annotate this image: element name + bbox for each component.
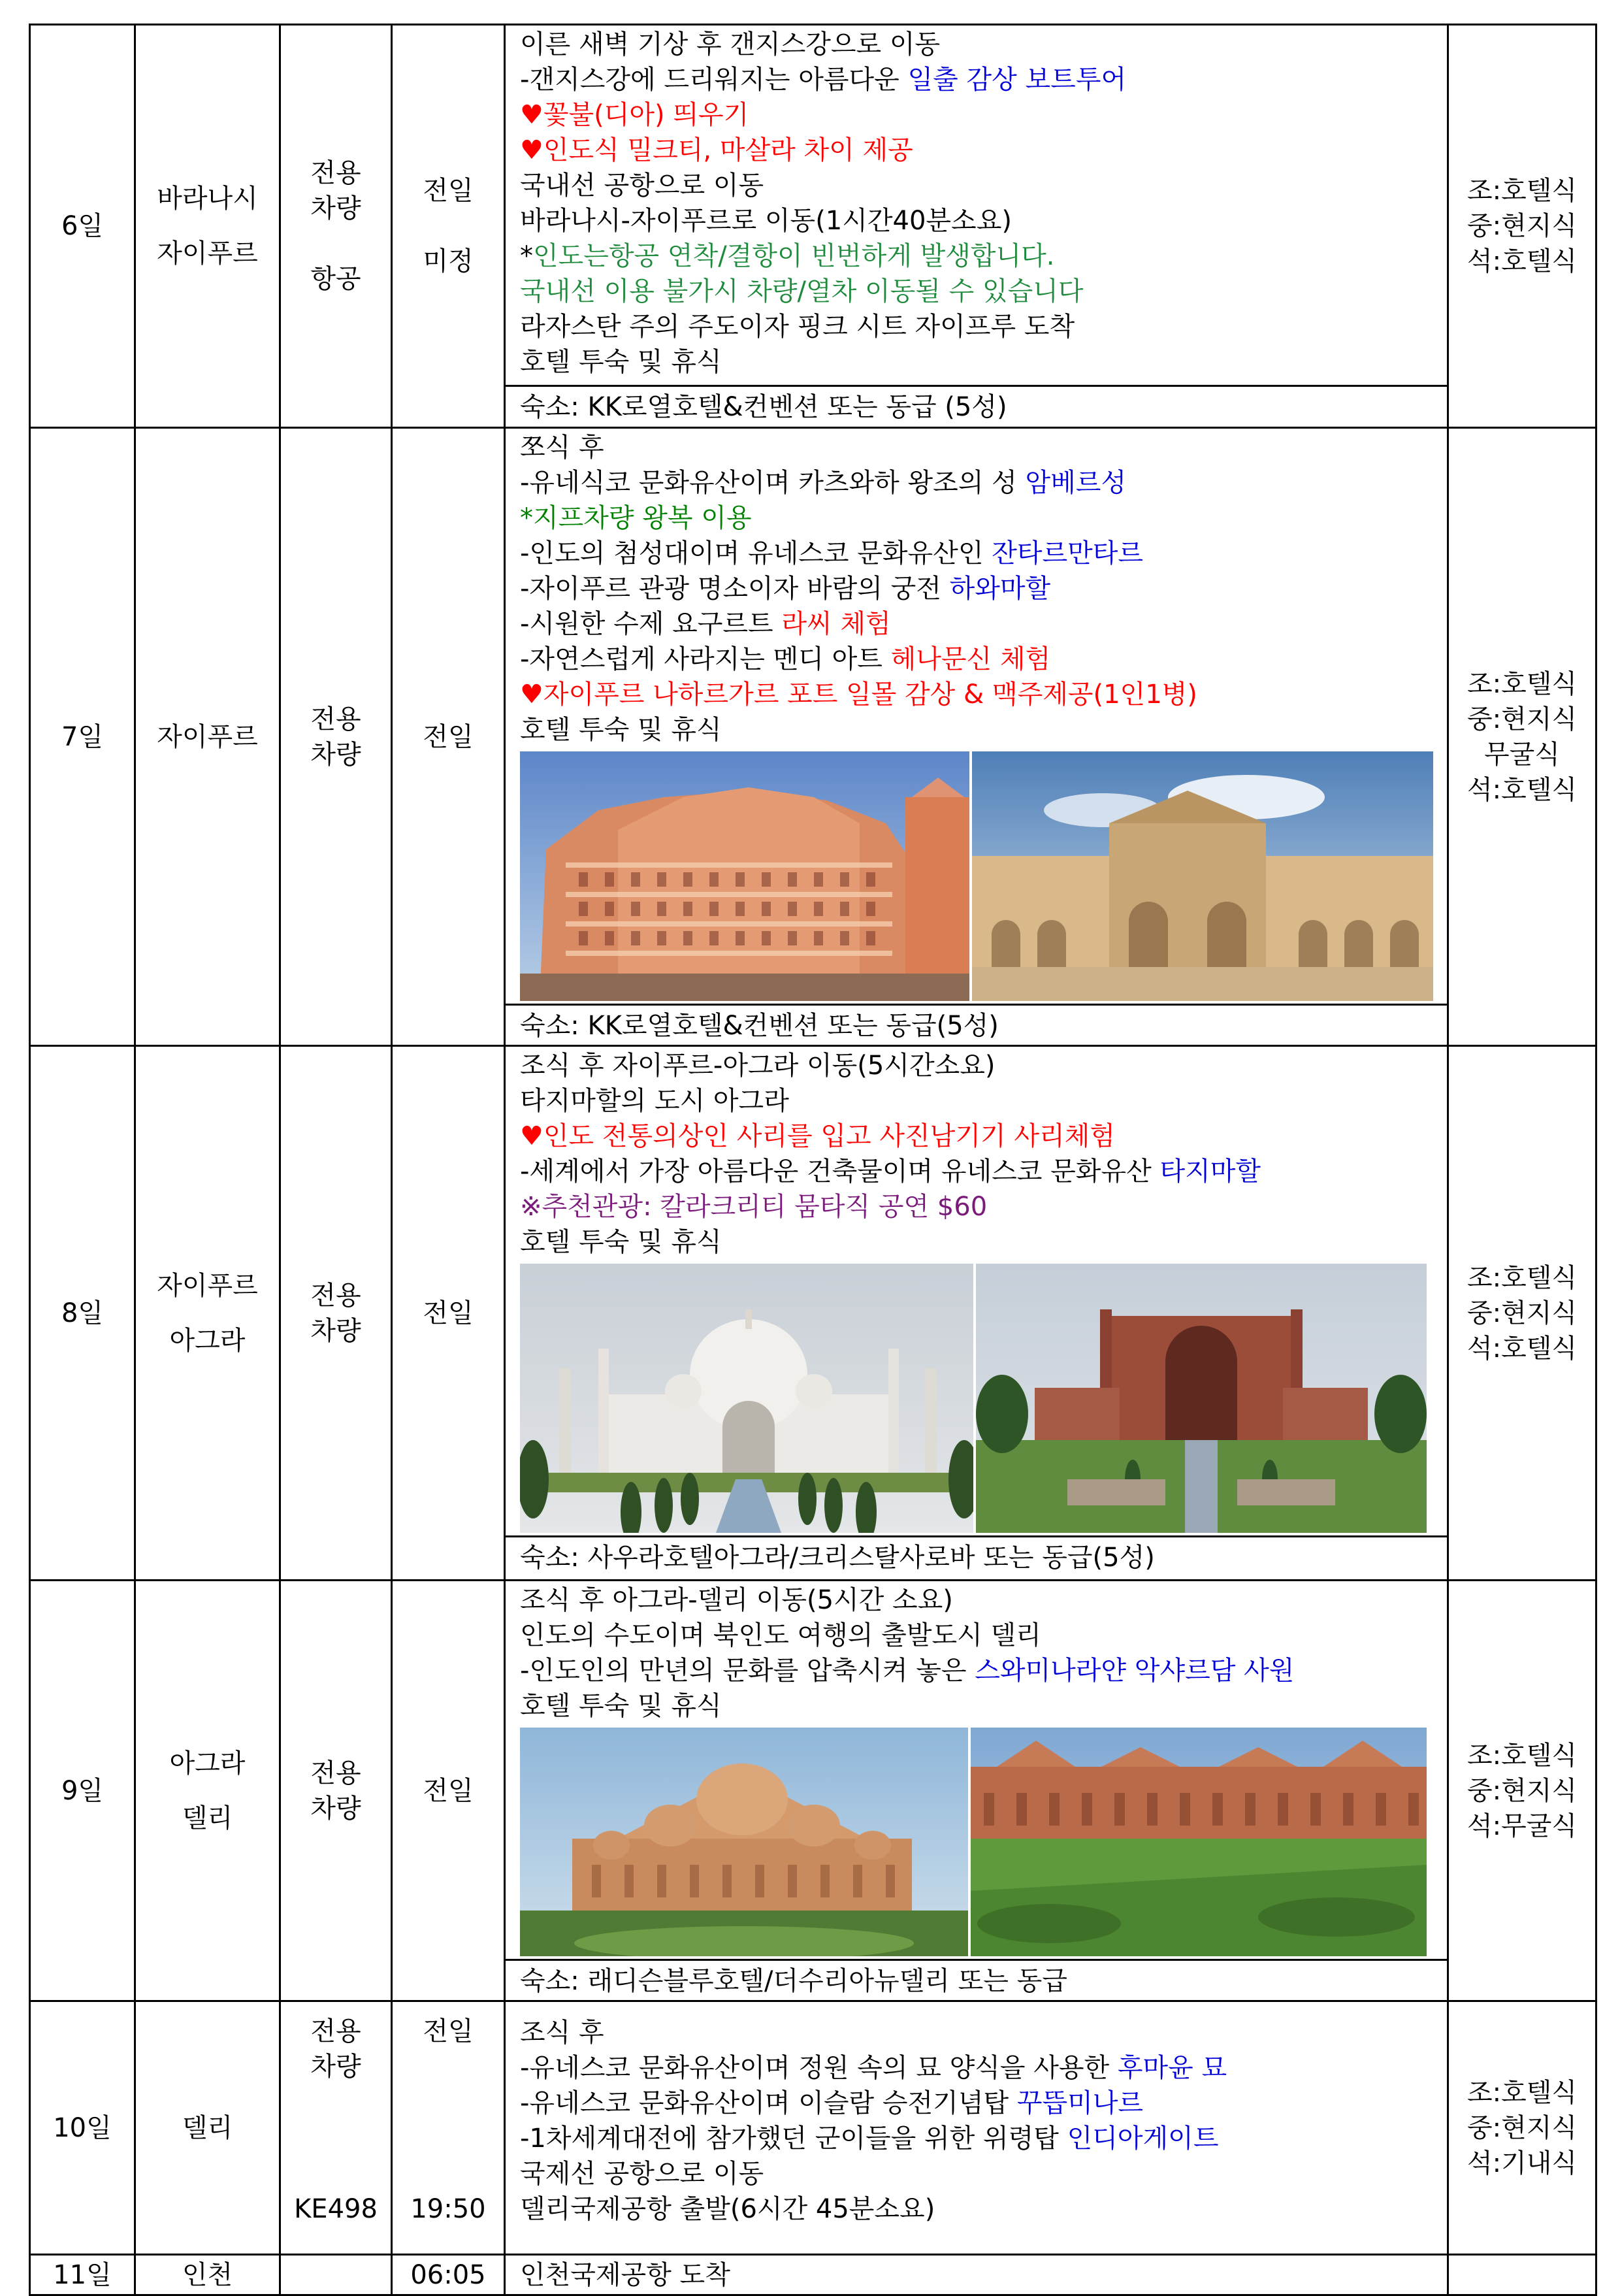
meals-cell <box>1448 2255 1596 2295</box>
schedule-line <box>520 97 1431 133</box>
schedule-line <box>520 27 1431 62</box>
highlight-text: ※추천관광: 칼라크리티 뭄타직 공연 $60 <box>520 1192 988 1222</box>
meals-cell: 조:호텔식 중:현지식 석:호텔식 <box>1448 1046 1596 1581</box>
schedule-line <box>520 1154 1431 1189</box>
schedule-text: 호텔 투숙 및 휴식 <box>520 347 722 377</box>
highlight-text: 하와마할 <box>949 574 1051 604</box>
schedule-text: 국제선 공항으로 이동 <box>520 2159 764 2189</box>
schedule-text: -유네스코 문화유산이며 이슬람 승전기념탑 <box>520 2088 1017 2118</box>
lodging-text: 숙소: KK로열호텔&컨벤션 또는 동급 (5성) <box>506 385 1447 426</box>
schedule-text: 쪼식 후 <box>520 433 604 463</box>
highlight-text: 일출 감상 보트투어 <box>907 65 1127 95</box>
day-row <box>30 25 1596 428</box>
transport-cell: 전용 차량 <box>280 1046 392 1581</box>
schedule-line <box>520 133 1431 168</box>
schedule-line <box>520 571 1431 606</box>
schedule-line <box>520 344 1431 380</box>
schedule-text: 조식 후 아그라-델리 이동(5시간 소요) <box>520 1585 953 1615</box>
schedule-line <box>520 465 1431 500</box>
schedule-text: -유네식코 문화유산이며 카츠와하 왕조의 성 <box>520 468 1026 498</box>
description-cell <box>505 1581 1448 2001</box>
city-cell: 인천 <box>135 2255 280 2295</box>
highlight-text: ♥인도식 밀크티, 마살라 차이 제공 <box>520 135 913 165</box>
schedule-text: 조식 후 <box>520 2018 604 2048</box>
schedule-line <box>520 1688 1431 1724</box>
day-cell: 8일 <box>30 1046 135 1581</box>
schedule-text: 라자스탄 주의 주도이자 핑크 시트 자이프루 도착 <box>520 312 1075 342</box>
schedule-text: 이른 새벽 기상 후 갠지스강으로 이동 <box>520 29 941 59</box>
highlight-text: 후마윤 묘 <box>1117 2053 1227 2083</box>
time-cell: 06:05 <box>392 2255 505 2295</box>
highlight-text: 타지마할 <box>1159 1156 1261 1187</box>
schedule-line <box>520 62 1431 97</box>
schedule-line <box>520 536 1431 571</box>
schedule-line <box>520 606 1431 642</box>
schedule-line <box>520 642 1431 677</box>
schedule-lines <box>506 429 1447 747</box>
highlight-text: 헤나문신 체험 <box>890 644 1051 674</box>
city-cell: 자이푸르 아그라 <box>135 1046 280 1581</box>
schedule-text: -자이푸르 관광 명소이자 바람의 궁전 <box>520 574 950 604</box>
schedule-text: 호텔 투숙 및 휴식 <box>520 1691 722 1721</box>
time-cell: 전일 <box>392 1581 505 2001</box>
schedule-line <box>520 677 1431 712</box>
schedule-lines <box>506 1047 1447 1260</box>
photo-strip <box>506 751 1447 1001</box>
meals-cell: 조:호텔식 중:현지식 석:호텔식 <box>1448 25 1596 428</box>
day-cell: 10일 <box>30 2001 135 2255</box>
schedule-line <box>520 430 1431 465</box>
photo-strip <box>506 1728 1447 1956</box>
schedule-line <box>520 1119 1431 1154</box>
schedule-line <box>520 1653 1431 1688</box>
schedule-text: -인도의 첨성대이며 유네스코 문화유산인 <box>520 538 992 568</box>
schedule-line <box>520 1048 1431 1083</box>
schedule-text: 호텔 투숙 및 휴식 <box>520 1227 722 1257</box>
lodging-text: 숙소: 래디슨블루호텔/더수리아뉴델리 또는 동급 <box>506 1959 1447 2000</box>
description-cell <box>505 428 1448 1046</box>
schedule-lines <box>506 25 1447 385</box>
highlight-text: 잔타르만타르 <box>992 538 1144 568</box>
highlight-text: 국내선 이용 불가시 차량/열차 이동될 수 있습니다 <box>520 276 1084 306</box>
itinerary-table <box>29 24 1597 2296</box>
akshardham-photo <box>520 1728 968 1956</box>
transport-cell: 전용 차량 <box>280 1581 392 2001</box>
highlight-text: 인디아게이트 <box>1067 2124 1219 2154</box>
city-cell: 바라나시 자이푸르 <box>135 25 280 428</box>
schedule-text: -자연스럽게 사라지는 멘디 아트 <box>520 644 891 674</box>
schedule-lines <box>506 2002 1447 2232</box>
highlight-text: 라씨 체험 <box>781 609 891 639</box>
day-row <box>30 2255 1596 2295</box>
taj-mahal-photo <box>520 1264 973 1533</box>
transport-cell: 전용 차량 <box>280 428 392 1046</box>
city-cell: 아그라 델리 <box>135 1581 280 2001</box>
schedule-text: 타지마할의 도시 아그라 <box>520 1086 789 1116</box>
schedule-text: 조식 후 자이푸르-아그라 이동(5시간소요) <box>520 1051 996 1081</box>
schedule-text: 델리국제공항 출발(6시간 45분소요) <box>520 2194 935 2224</box>
schedule-line <box>520 2015 1431 2050</box>
schedule-line <box>520 1583 1431 1618</box>
schedule-line <box>520 2050 1431 2086</box>
schedule-line <box>520 712 1431 747</box>
highlight-text: 꾸뜹미나르 <box>1016 2088 1144 2118</box>
highlight-text: ♥자이푸르 나하르가르 포트 일몰 감상 & 맥주제공(1인1병) <box>520 680 1197 710</box>
description-cell <box>505 2255 1448 2295</box>
schedule-line <box>520 500 1431 536</box>
schedule-line <box>520 274 1431 309</box>
highlight-text: 암베르성 <box>1025 468 1127 498</box>
day-row <box>30 1046 1596 1581</box>
transport-cell: 전용 차량 KE498 <box>280 2001 392 2255</box>
schedule-line <box>520 1083 1431 1119</box>
schedule-text: -시원한 수제 요구르트 <box>520 609 782 639</box>
photo-strip <box>506 1264 1447 1533</box>
schedule-line <box>520 2156 1431 2191</box>
schedule-line <box>520 2257 1431 2293</box>
schedule-line <box>520 309 1431 344</box>
day-row <box>30 1581 1596 2001</box>
highlight-text: 스와미나라얀 악샤르담 사원 <box>975 1656 1295 1686</box>
schedule-text: -인도인의 만년의 문화를 압축시켜 놓은 <box>520 1656 975 1686</box>
transport-cell <box>280 2255 392 2295</box>
city-cell: 델리 <box>135 2001 280 2255</box>
schedule-text: 인도의 수도이며 북인도 여행의 출발도시 델리 <box>520 1620 1041 1650</box>
lodging-text: 숙소: KK로열호텔&컨벤션 또는 동급(5성) <box>506 1004 1447 1045</box>
schedule-line <box>520 238 1431 274</box>
schedule-text: -유네스코 문화유산이며 정원 속의 묘 양식을 사용한 <box>520 2053 1118 2083</box>
schedule-lines <box>506 2256 1447 2294</box>
meals-cell: 조:호텔식 중:현지식 석:기내식 <box>1448 2001 1596 2255</box>
hawa-mahal-photo <box>520 751 969 1001</box>
time-cell: 전일 19:50 <box>392 2001 505 2255</box>
schedule-text: 호텔 투숙 및 휴식 <box>520 715 722 745</box>
meals-cell: 조:호텔식 중:현지식 무굴식 석:호텔식 <box>1448 428 1596 1046</box>
schedule-line <box>520 203 1431 238</box>
day-cell: 7일 <box>30 428 135 1046</box>
schedule-line <box>520 1224 1431 1260</box>
schedule-text: -1차세계대전에 참가했던 군이들을 위한 위령탑 <box>520 2124 1067 2154</box>
city-cell: 자이푸르 <box>135 428 280 1046</box>
day-row <box>30 428 1596 1046</box>
schedule-lines <box>506 1581 1447 1724</box>
highlight-text: *지프차량 왕복 이용 <box>520 503 752 533</box>
schedule-line <box>520 1189 1431 1224</box>
schedule-line <box>520 168 1431 203</box>
highlight-text: 인도는항공 연착/결항이 빈번하게 발생합니다. <box>533 241 1055 271</box>
day-cell: 6일 <box>30 25 135 428</box>
day-cell: 9일 <box>30 1581 135 2001</box>
description-cell <box>505 25 1448 428</box>
schedule-text: 바라나시-자이푸르로 이동(1시간40분소요) <box>520 206 1012 236</box>
description-cell <box>505 1046 1448 1581</box>
taj-gate-photo <box>976 1264 1427 1533</box>
highlight-text: ♥꽃불(디아) 띄우기 <box>520 100 749 130</box>
meals-cell: 조:호텔식 중:현지식 석:무굴식 <box>1448 1581 1596 2001</box>
akshardham-garden-photo <box>971 1728 1427 1956</box>
time-cell: 전일 <box>392 428 505 1046</box>
schedule-text: -갠지스강에 드리워지는 아름다운 <box>520 65 908 95</box>
schedule-text: 인천국제공항 도착 <box>520 2259 730 2290</box>
day-cell: 11일 <box>30 2255 135 2295</box>
schedule-line <box>520 1618 1431 1653</box>
schedule-line <box>520 2121 1431 2156</box>
transport-cell: 전용 차량 항공 <box>280 25 392 428</box>
schedule-text: 국내선 공항으로 이동 <box>520 171 764 201</box>
day-row <box>30 2001 1596 2255</box>
time-cell: 전일 미정 <box>392 25 505 428</box>
schedule-line <box>520 2086 1431 2121</box>
highlight-text: ♥인도 전통의상인 사리를 입고 사진남기기 사리체험 <box>520 1121 1115 1151</box>
schedule-text: * <box>520 241 533 271</box>
lodging-text: 숙소: 사우라호텔아그라/크리스탈사로바 또는 동급(5성) <box>506 1535 1447 1577</box>
description-cell <box>505 2001 1448 2255</box>
schedule-text: -세계에서 가장 아름다운 건축물이며 유네스코 문화유산 <box>520 1156 1160 1187</box>
amber-fort-photo <box>972 751 1433 1001</box>
schedule-line <box>520 2191 1431 2227</box>
time-cell: 전일 <box>392 1046 505 1581</box>
